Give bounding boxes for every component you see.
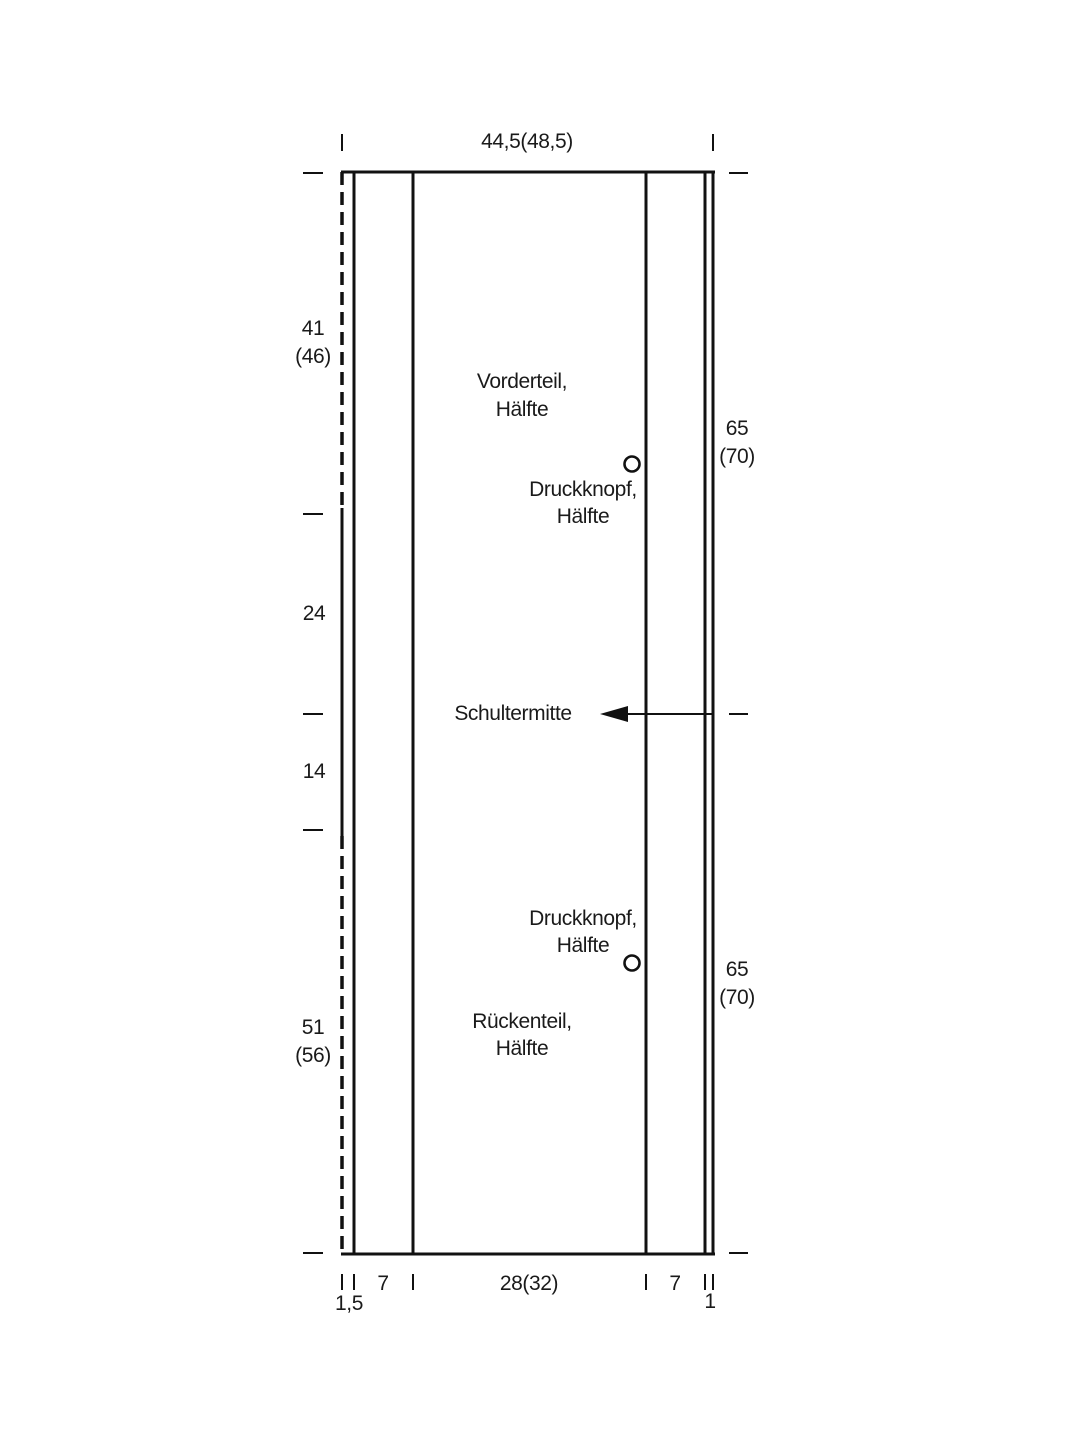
bottom-dim-center: 28(32)	[499, 1272, 559, 1295]
left-dim-middle-upper: 24	[302, 602, 326, 625]
left-dim-lower-main: 51	[301, 1016, 325, 1039]
snap-upper-label-line2: Hälfte	[556, 505, 610, 528]
snap-marker-upper	[625, 457, 640, 472]
snap-lower-label-line2: Hälfte	[556, 934, 610, 957]
front-piece-label-line1: Vorderteil,	[476, 370, 568, 393]
right-dim-lower-main: 65	[725, 958, 749, 981]
right-dim-lower-alt: (70)	[719, 986, 755, 1009]
left-dim-middle-lower: 14	[302, 760, 326, 783]
left-dim-lower-alt: (56)	[295, 1044, 331, 1067]
right-dim-upper-alt: (70)	[719, 445, 755, 468]
snap-lower-label-line1: Druckknopf,	[529, 907, 637, 930]
bottom-dim-left-edge: 1,5	[335, 1292, 363, 1315]
left-dim-upper-alt: (46)	[295, 345, 331, 368]
bottom-dim-left-band: 7	[377, 1272, 389, 1295]
bottom-dim-right-band: 7	[669, 1272, 681, 1295]
shoulder-arrow-head	[600, 706, 628, 722]
right-dim-upper-main: 65	[725, 417, 749, 440]
back-piece-label-line1: Rückenteil,	[472, 1010, 572, 1033]
bottom-dim-right-edge: 1	[704, 1290, 716, 1313]
top-width-label: 44,5(48,5)	[481, 130, 573, 153]
snap-upper-label-line1: Druckknopf,	[529, 478, 637, 501]
back-piece-label-line2: Hälfte	[495, 1037, 549, 1060]
shoulder-center-label: Schultermitte	[454, 702, 572, 725]
snap-marker-lower	[625, 956, 640, 971]
left-dim-upper-main: 41	[301, 317, 325, 340]
front-piece-label-line2: Hälfte	[495, 398, 549, 421]
